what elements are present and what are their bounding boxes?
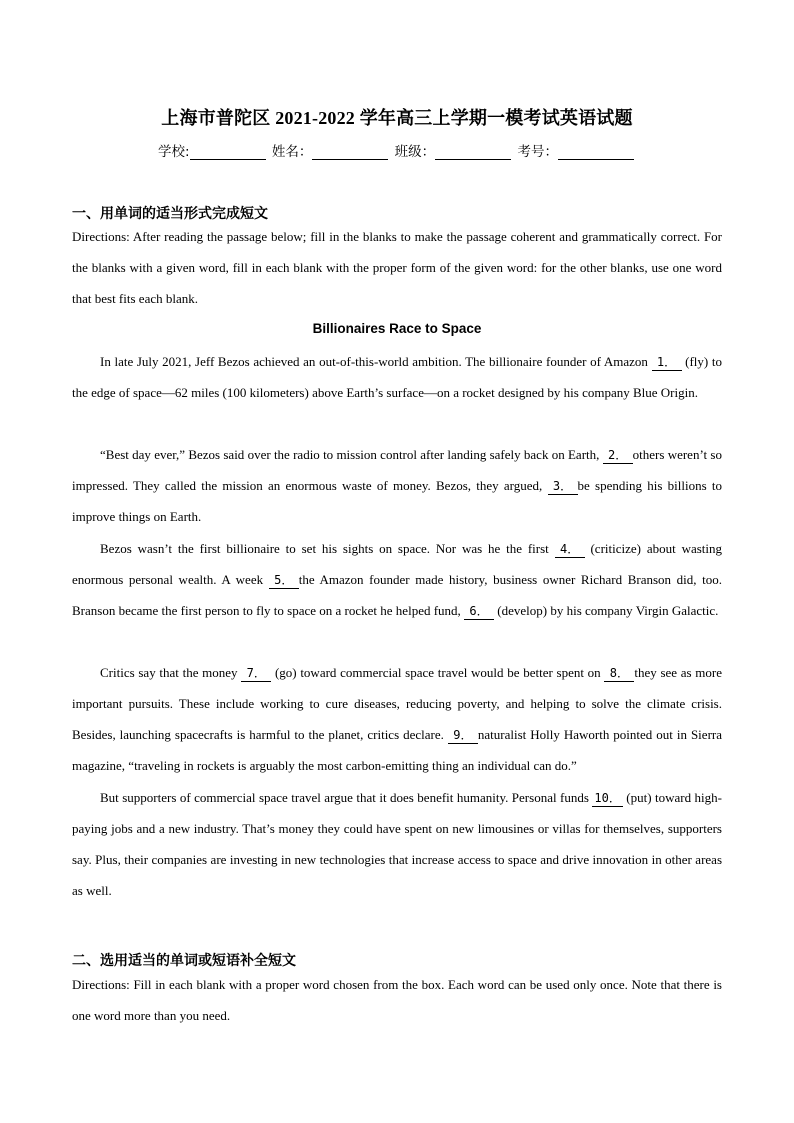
- p1-text-a: In late July 2021, Jeff Bezos achieved an out-of-this-world ambition. The billionaire founder of Amazon: [100, 354, 652, 369]
- school-blank[interactable]: [190, 145, 266, 160]
- paragraph-1: [72, 346, 722, 408]
- paragraph-2: [72, 439, 722, 532]
- blank-7[interactable]: 7．: [241, 665, 271, 682]
- name-blank[interactable]: [312, 145, 388, 160]
- class-blank[interactable]: [435, 145, 511, 160]
- blank-2[interactable]: 2．: [603, 447, 633, 464]
- paragraph-5: [72, 782, 722, 906]
- p3-text-a: Bezos wasn’t the first billionaire to set his sights on space. Nor was he the first: [100, 541, 555, 556]
- p4-text-a: Critics say that the money: [100, 665, 242, 680]
- page-title: 上海市普陀区 2021-2022 学年高三上学期一模考试英语试题: [161, 108, 633, 128]
- paragraph-3: [72, 533, 722, 626]
- paragraph-4: [72, 657, 722, 781]
- blank-1[interactable]: 1．: [652, 354, 682, 371]
- p4-text-d: naturalist Holly Haworth pointed out in Sierra magazine, “traveling in rockets is arguably the most carbon-emitting thing an individual can do.”: [72, 727, 722, 773]
- blank-10[interactable]: 10．: [594, 791, 621, 805]
- exam-number-label: 考号：: [517, 144, 558, 160]
- blank-8[interactable]: 8．: [604, 665, 634, 682]
- student-info-line: [72, 140, 722, 160]
- section2-directions: Directions: Fill in each blank with a proper word chosen from the box. Each word can be used only once. Note that there is one word more than you need.: [72, 977, 722, 1023]
- p3-text-d: (develop) by his company Virgin Galactic.: [494, 603, 719, 618]
- p2-text-b: others weren’t so impressed. They called the mission an enormous waste of money. Bezos, they argued,: [72, 447, 722, 493]
- p4-text-c: they see as more important pursuits. These include working to cure diseases, reducing poverty, and helping to solve the climate crisis. Besides, launching spacecrafts is harmful to the planet, critics declare.: [72, 665, 722, 742]
- p5-text-a: But supporters of commercial space travel argue that it does benefit humanity. Personal funds: [100, 790, 593, 805]
- p1-text-b: (fly) to the edge of space—62 miles (100 kilometers) above Earth’s surface—on a rocket designed by his company Blue Origin.: [72, 354, 722, 400]
- p5-text-b: (put) toward high-paying jobs and a new industry. That’s money they could have spent on new limousines or villas for themselves, supporters say. Plus, their companies are investing in new technologies that increase access to space and drive innovation in other areas as well.: [72, 790, 722, 898]
- passage-title: Billionaires Race to Space: [312, 321, 482, 336]
- blank-4[interactable]: 4．: [555, 541, 585, 558]
- p2-text-a: “Best day ever,” Bezos said over the radio to mission control after landing safely back on Earth,: [100, 447, 603, 462]
- section1-directions: Directions: After reading the passage below; fill in the blanks to make the passage coherent and grammatically correct. For the blanks with a given word, fill in each blank with the proper form of the given word: for the other blanks, use one word that best fits each blank.: [72, 229, 722, 306]
- blank-3[interactable]: 3．: [548, 478, 578, 495]
- p4-text-b: (go) toward commercial space travel would be better spent on: [271, 665, 605, 680]
- class-label: 班级：: [394, 144, 436, 160]
- blank-6[interactable]: 6．: [464, 603, 494, 620]
- p3-text-c: the Amazon founder made history, business owner Richard Branson did, too. Branson became the first person to fly to space on a rocket he helped fund,: [72, 572, 723, 618]
- section2-heading: 二、选用适当的单词或短语补全短文: [72, 953, 296, 969]
- blank-5[interactable]: 5．: [269, 572, 299, 589]
- blank-9[interactable]: 9．: [448, 727, 478, 744]
- school-label: 学校:: [158, 144, 190, 160]
- p2-text-c: be spending his billions to improve things on Earth.: [72, 478, 722, 524]
- exam-number-blank[interactable]: [558, 145, 634, 160]
- section1-heading: 一、用单词的适当形式完成短文: [72, 206, 268, 222]
- p3-text-b: (criticize) about wasting enormous personal wealth. A week: [72, 541, 723, 587]
- name-label: 姓名：: [271, 144, 313, 160]
